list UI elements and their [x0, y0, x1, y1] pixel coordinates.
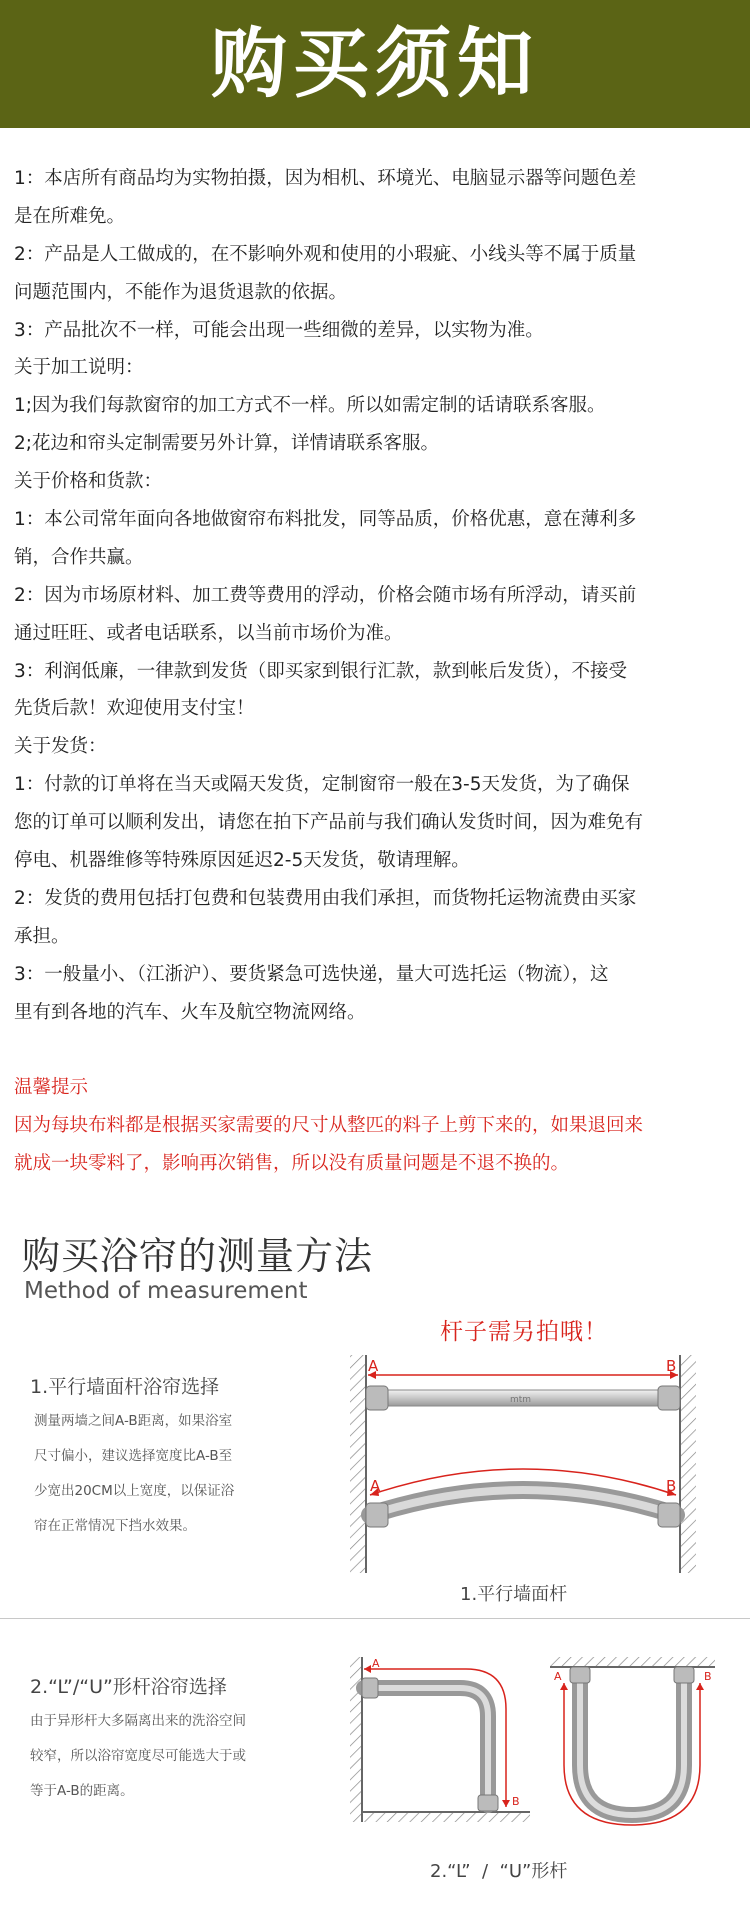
- label-b-straight: B: [666, 1357, 677, 1375]
- option1-desc-line: 测量两墙之间A-B距离，如果浴室: [34, 1413, 233, 1429]
- note-line: 通过旺旺、或者电话联系，以当前市场价为准。: [14, 622, 403, 644]
- purchase-notes: [14, 160, 736, 1183]
- rod-brand-mark: mtm: [510, 1395, 532, 1405]
- note-line: 您的订单可以顺利发出，请您在拍下产品前与我们确认发货时间，因为难免有: [14, 812, 644, 834]
- option1-description: [34, 1404, 234, 1544]
- note-line: 3：一般量小、（江浙沪）、要货紧急可选快递，量大可选托运（物流），这: [14, 963, 609, 985]
- measurement-title: 购买浴帘的测量方法: [22, 1234, 374, 1278]
- note-line: 是在所难免。: [14, 205, 126, 227]
- note-line: 3：产品批次不一样，可能会出现一些细微的差异，以实物为准。: [14, 319, 544, 341]
- option2-description: [30, 1704, 246, 1809]
- note-line: 承担。: [14, 925, 70, 947]
- option1-desc-line: 少宽出20CM以上宽度，以保证浴: [34, 1483, 235, 1499]
- option1-desc-line: 尺寸偏小，建议选择宽度比A-B至: [34, 1448, 233, 1464]
- section-heading-shipping: 关于发货：: [14, 736, 107, 758]
- note-line: 2：产品是人工做成的，在不影响外观和使用的小瑕疵、小线头等不属于质量: [14, 243, 637, 265]
- option2-desc-line: 较窄，所以浴帘宽度尽可能选大于或: [30, 1748, 246, 1764]
- note-line: 2：因为市场原材料、加工费等费用的浮动，价格会随市场有所浮动，请买前: [14, 584, 637, 606]
- measurement-subtitle: Method of measurement: [24, 1278, 308, 1304]
- parallel-rod-diagram: [350, 1345, 710, 1575]
- option1-desc-line: 帘在正常情况下挡水效果。: [34, 1518, 196, 1534]
- curved-rod: [366, 1490, 680, 1527]
- tip-heading: 温馨提示: [14, 1077, 89, 1099]
- note-line: 1：本店所有商品均为实物拍摄，因为相机、环境光、电脑显示器等问题色差: [14, 168, 637, 189]
- option1-caption: 1.平行墙面杆: [460, 1584, 568, 1605]
- header-banner: [0, 0, 750, 128]
- l-rod: [364, 1688, 488, 1805]
- note-line: 里有到各地的汽车、火车及航空物流网络。: [14, 1001, 366, 1023]
- straight-rod: [366, 1386, 680, 1410]
- label-b-u: B: [704, 1670, 712, 1683]
- page-title: 购买须知: [211, 19, 539, 108]
- label-a-curved: A: [370, 1477, 381, 1495]
- note-line: 问题范围内，不能作为退货退款的依据。: [14, 281, 348, 303]
- section-heading-price: 关于价格和货款：: [14, 471, 163, 493]
- label-a-u: A: [554, 1670, 562, 1683]
- note-line: 1;因为我们每款窗帘的加工方式不一样。所以如需定制的话请联系客服。: [14, 395, 606, 417]
- note-line: 销，合作共赢。: [14, 546, 144, 568]
- section-divider: [0, 1618, 750, 1619]
- label-b-curved: B: [666, 1477, 677, 1495]
- u-rod-diagram: [550, 1655, 715, 1825]
- right-wall: [680, 1355, 696, 1573]
- u-rod: [580, 1675, 684, 1815]
- label-a-straight: A: [368, 1357, 379, 1375]
- note-line: 1：付款的订单将在当天或隔天发货，定制窗帘一般在3-5天发货，为了确保: [14, 774, 630, 796]
- tip-line: 因为每块布料都是根据买家需要的尺寸从整匹的料子上剪下来的，如果退回来: [14, 1115, 644, 1137]
- note-line: 3：利润低廉，一律款到发货（即买家到银行汇款，款到帐后发货），不接受: [14, 660, 628, 682]
- note-line: 先货后款！欢迎使用支付宝！: [14, 698, 255, 720]
- label-b-l: B: [512, 1795, 520, 1808]
- note-line: 2;花边和帘头定制需要另外计算，详情请联系客服。: [14, 433, 440, 455]
- option2-title: 2.“L”/“U”形杆浴帘选择: [30, 1676, 227, 1698]
- note-line: 停电、机器维修等特殊原因延迟2-5天发货，敬请理解。: [14, 850, 470, 872]
- option2-desc-line: 等于A-B的距离。: [30, 1783, 134, 1799]
- section-heading-processing: 关于加工说明：: [14, 357, 144, 379]
- option1-title: 1.平行墙面杆浴帘选择: [30, 1376, 220, 1398]
- option2-caption: 2.“L” / “U”形杆: [430, 1861, 568, 1882]
- note-line: 2：发货的费用包括打包费和包装费用由我们承担，而货物托运物流费由买家: [14, 887, 637, 909]
- left-wall: [350, 1355, 366, 1573]
- option2-desc-line: 由于异形杆大多隔离出来的洗浴空间: [30, 1713, 246, 1729]
- tip-line: 就成一块零料了，影响再次销售，所以没有质量问题是不退不换的。: [14, 1153, 570, 1175]
- l-rod-diagram: [350, 1655, 530, 1825]
- note-line: 1：本公司常年面向各地做窗帘布料批发，同等品质，价格优惠，意在薄利多: [14, 509, 637, 531]
- rod-sold-separately-note: 杆子需另拍哦！: [440, 1319, 608, 1345]
- label-a-l: A: [372, 1657, 380, 1670]
